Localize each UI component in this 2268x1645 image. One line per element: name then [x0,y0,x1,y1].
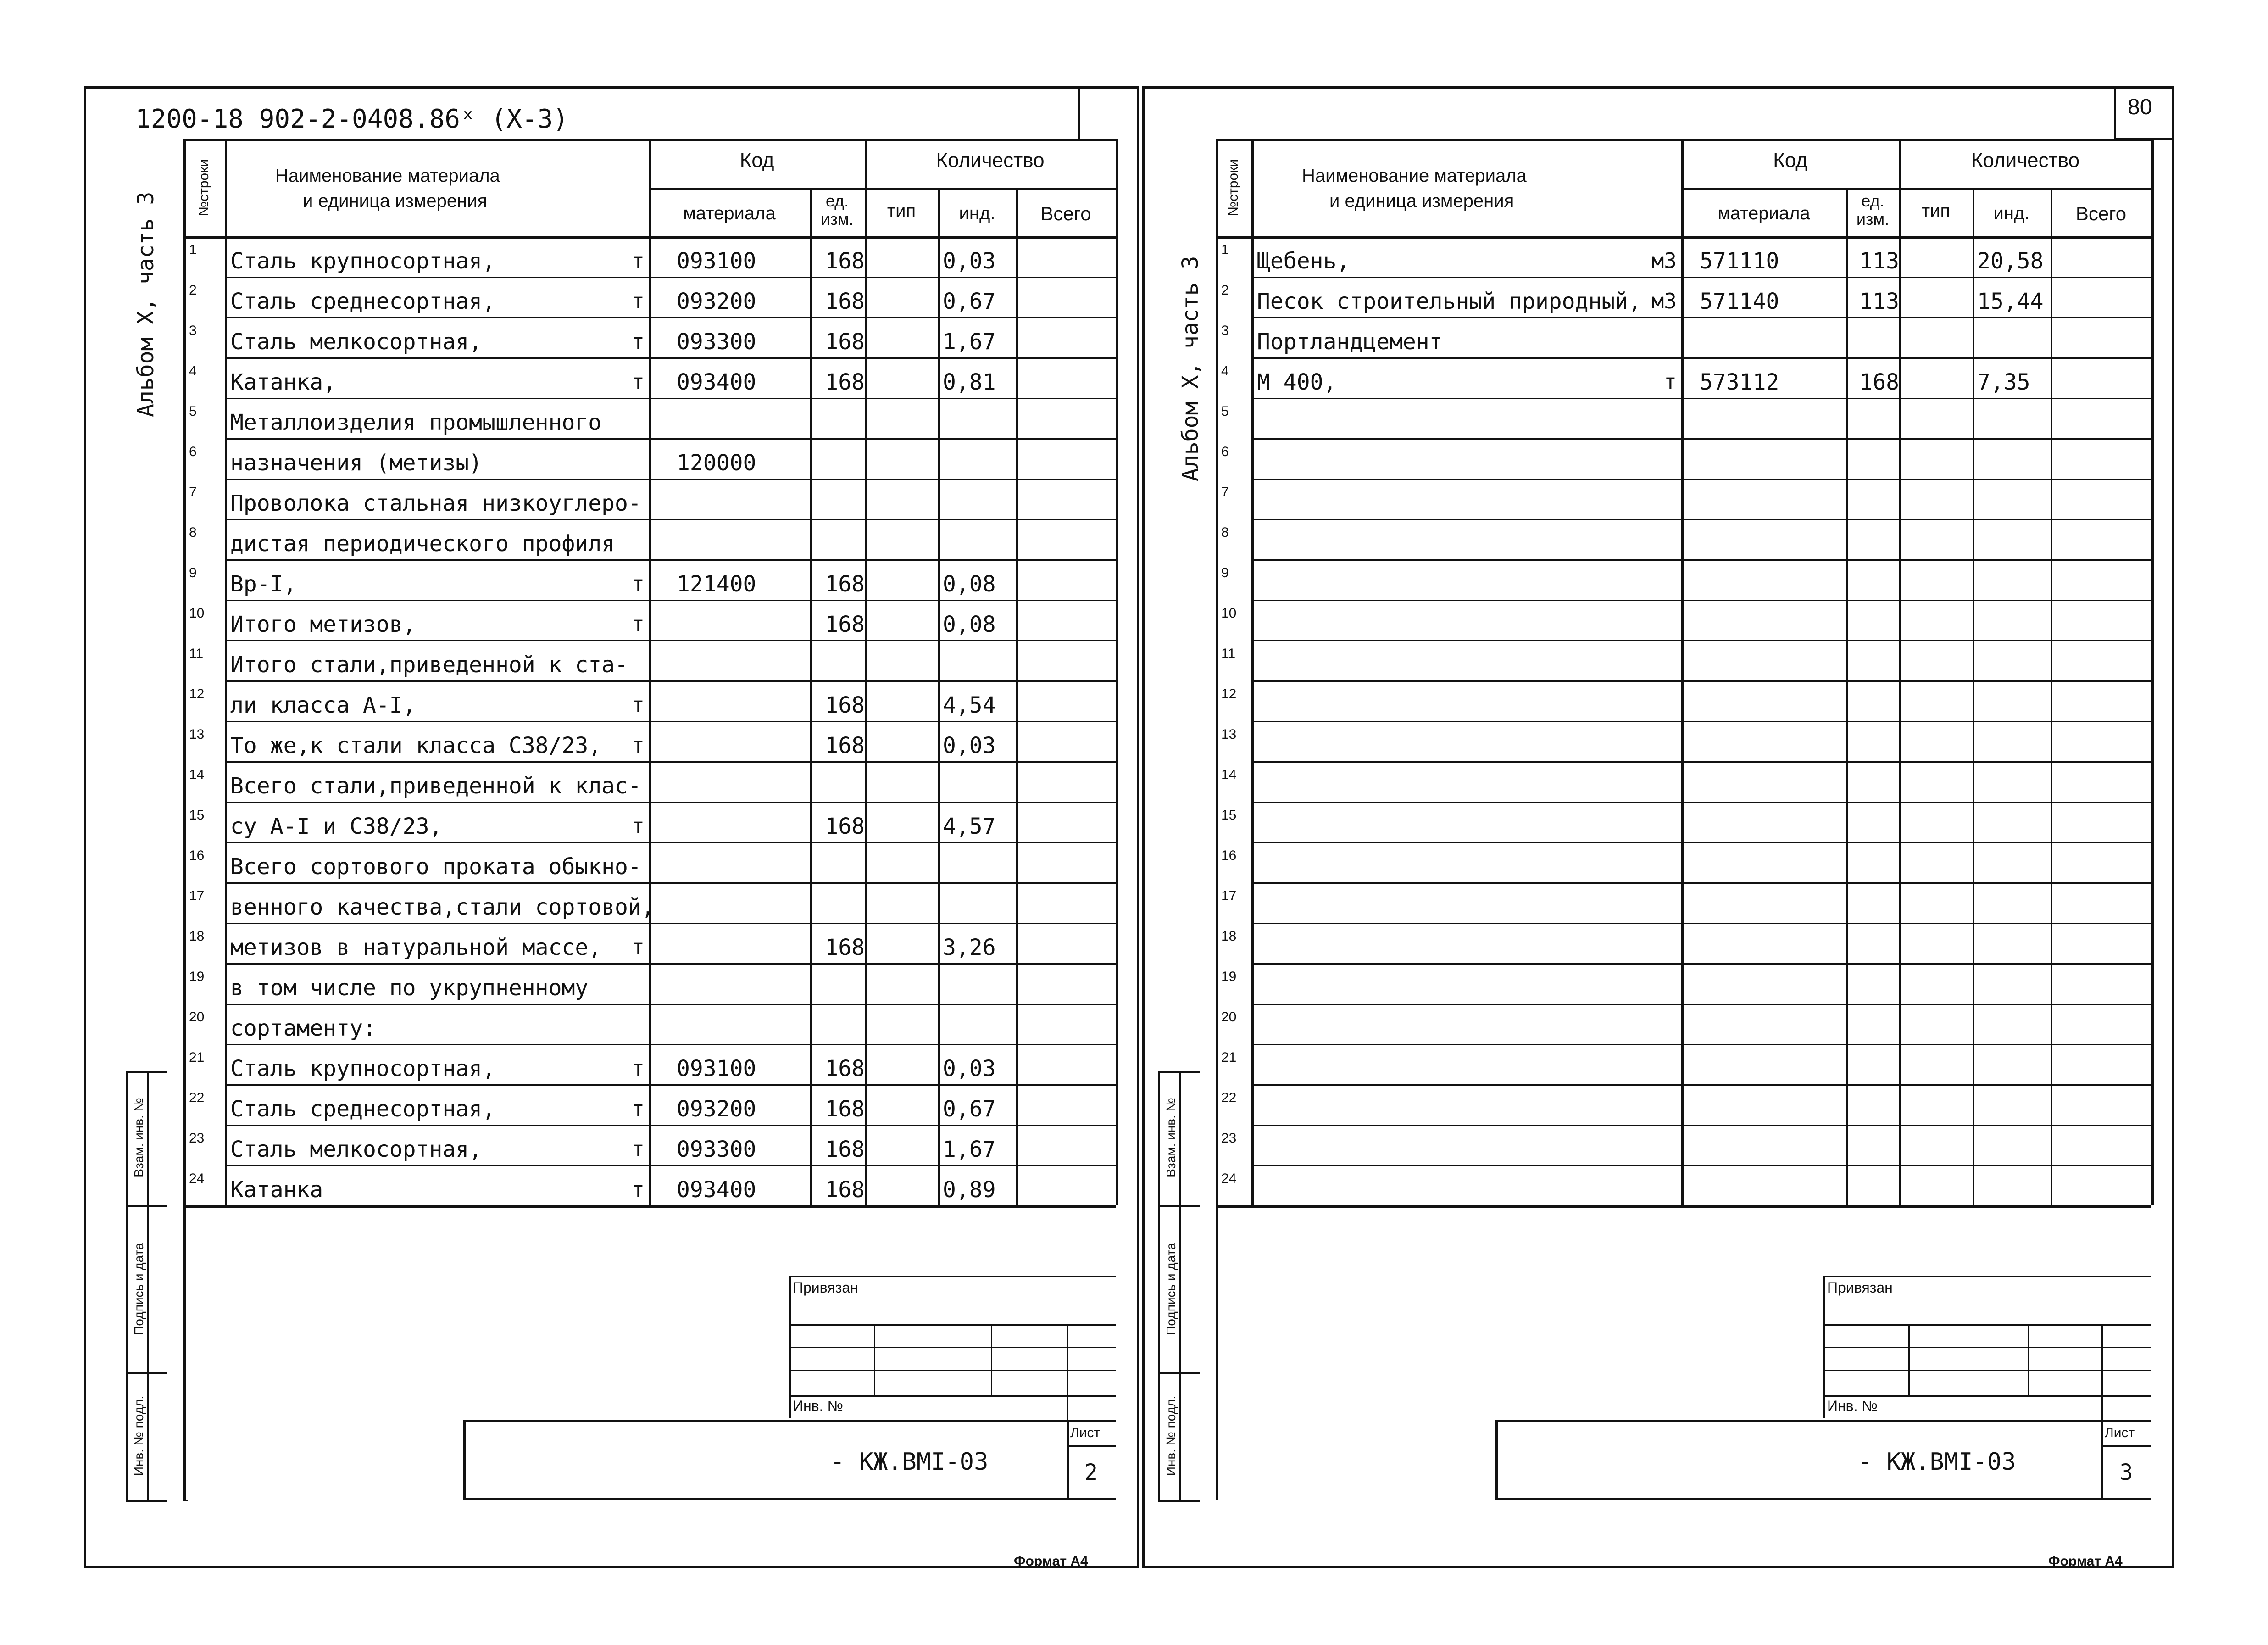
row-number: 9 [189,565,197,580]
stamp-inv-podl-label: Инв. № подл. [1164,1395,1178,1476]
material-name: су А-I и С38/23, [230,814,443,839]
row-number: 4 [189,363,197,379]
sheet-number: 3 [2119,1460,2133,1485]
type-header: тип [1921,201,1951,221]
stamp-vzam-label: Взам. инв. № [132,1098,146,1177]
unit-suffix: т [632,612,645,636]
material-name: То же,к стали класса С38/23, [230,733,602,758]
unit-code: 168 [825,248,865,274]
material-code: 571110 [1700,248,1779,274]
unit-code: 168 [825,289,865,314]
row-number: 16 [1221,848,1237,863]
unit-suffix: т [632,1096,645,1121]
row-number: 24 [189,1171,205,1186]
unit-header-2: изм. [821,210,854,229]
row-number: 19 [189,969,205,984]
total-header: Всего [2075,203,2127,224]
ind-value: 4,57 [943,814,996,839]
material-name: Сталь мелкосортная, [230,329,483,355]
unit-suffix: т [632,289,645,313]
name-column-header: Наименование материала [1302,166,1527,186]
row-number: 12 [189,686,205,702]
row-number: 15 [1221,808,1237,823]
ind-value: 0,03 [943,248,996,274]
unit-code: 168 [825,814,865,839]
row-number: 9 [1221,565,1229,580]
material-name: Металлоизделия промышленного [230,410,602,435]
page-number: 80 [2128,95,2152,119]
row-number: 22 [189,1090,205,1105]
unit-code: 113 [1859,248,1899,274]
unit-code: 168 [825,1137,865,1162]
material-name: Всего стали,приведенной к клас- [230,773,641,799]
material-code: 093400 [677,369,756,395]
material-name: Итого стали,приведенной к ста- [230,652,628,678]
row-number: 17 [1221,888,1237,903]
row-number: 6 [1221,444,1229,459]
unit-header: ед. [825,191,849,210]
row-number: 10 [1221,606,1237,621]
row-number: 14 [189,767,205,782]
unit-suffix: м3 [1651,248,1677,273]
ind-value: 4,54 [943,692,996,718]
unit-header-2: изм. [1856,210,1890,229]
unit-code: 168 [825,733,865,758]
right-album-label: Альбом X, часть 3 [1178,256,1203,481]
row-number: 14 [1221,767,1237,782]
unit-code: 168 [825,1056,865,1082]
material-name: Сталь крупносортная, [230,1056,495,1082]
row-number: 23 [1221,1131,1237,1146]
unit-code: 168 [825,935,865,960]
unit-suffix: т [632,1137,645,1161]
material-name: Сталь мелкосортная, [230,1137,483,1162]
row-number: 8 [189,525,197,540]
ind-value: 0,89 [943,1177,996,1203]
unit-code: 168 [825,329,865,355]
row-number: 3 [1221,323,1229,338]
material-name: метизов в натуральной массе, [230,935,602,960]
unit-suffix: т [632,814,645,838]
quantity-header: Количество [936,149,1045,172]
ind-value: 7,35 [1977,369,2030,395]
material-code: 093400 [677,1177,756,1203]
privyazan-label: Привязан [1827,1279,1893,1296]
material-name: венного качества,стали сортовой, [230,894,655,920]
material-name: Сталь среднесортная, [230,1096,495,1122]
unit-code: 168 [825,369,865,395]
material-name: Щебень, [1257,248,1350,274]
row-number: 2 [189,283,197,298]
code-column-header: Код [739,149,774,172]
inv-no-label: Инв. № [793,1398,843,1414]
unit-suffix: т [632,248,645,273]
row-number: 23 [189,1131,205,1146]
unit-suffix: т [632,369,645,394]
material-code: 573112 [1700,369,1779,395]
row-number: 5 [1221,404,1229,419]
material-name: Итого метизов, [230,612,416,637]
unit-suffix: т [632,329,645,354]
row-number: 4 [1221,363,1229,379]
row-number: 20 [1221,1009,1237,1025]
row-number: 21 [1221,1050,1237,1065]
material-name: ли класса А-I, [230,692,416,718]
name-column-header: Наименование материала [275,166,500,186]
stamp-inv-podl-label: Инв. № подл. [132,1395,146,1476]
material-name: Песок строительный природный, [1257,289,1642,314]
row-number: 21 [189,1050,205,1065]
privyazan-label: Привязан [793,1279,858,1296]
row-number: 16 [189,848,205,863]
row-number: 13 [189,727,205,742]
unit-suffix: т [632,1056,645,1081]
material-name: Всего сортового проката обыкно- [230,854,641,880]
ind-value: 20,58 [1977,248,2044,274]
row-number: 10 [189,606,205,621]
unit-code: 168 [825,571,865,597]
material-name: Вр-I, [230,571,297,597]
sheet-number: 2 [1084,1460,1098,1485]
left-album-label: Альбом X, часть 3 [133,191,159,417]
row-number: 19 [1221,969,1237,984]
row-number: 17 [189,888,205,903]
ind-value: 1,67 [943,1137,996,1162]
ind-value: 0,67 [943,289,996,314]
material-code-header: материала [1718,203,1810,223]
material-name: Портландцемент [1257,329,1443,355]
unit-suffix: т [632,1177,645,1202]
row-number: 7 [189,485,197,500]
stamp-podpis-label: Подпись и дата [132,1243,146,1335]
unit-suffix: т [632,733,645,758]
row-number: 24 [1221,1171,1237,1186]
ind-value: 3,26 [943,935,996,960]
material-name: Катанка, [230,369,337,395]
row-number: 8 [1221,525,1229,540]
material-name: Проволока стальная низкоуглеро- [230,491,641,516]
name-column-header-2: и единица измерения [1329,191,1514,211]
ind-value: 0,03 [943,733,996,758]
row-number: 20 [189,1009,205,1025]
material-code: 093300 [677,1137,756,1162]
unit-code: 168 [825,1096,865,1122]
row-number: 22 [1221,1090,1237,1105]
unit-suffix: м3 [1651,289,1677,313]
stamp-podpis-label: Подпись и дата [1164,1243,1178,1335]
ind-value: 0,08 [943,571,996,597]
list-label: Лист [1070,1425,1101,1440]
material-code: 093100 [677,248,756,274]
ind-value: 15,44 [1977,289,2044,314]
row-number-header: №строки [1226,159,1241,217]
material-name: в том числе по укрупненному [230,975,589,1001]
row-number: 2 [1221,283,1229,298]
unit-code: 168 [825,692,865,718]
total-header: Всего [1040,203,1091,224]
row-number: 12 [1221,686,1237,702]
material-name: М 400, [1257,369,1337,395]
material-name: дистая периодического профиля [230,531,615,557]
material-name: сортаменту: [230,1015,376,1041]
material-name: Катанка [230,1177,323,1203]
material-code-header: материала [683,203,776,223]
material-code: 571140 [1700,289,1779,314]
unit-code: 168 [825,612,865,637]
row-number: 18 [1221,929,1237,944]
row-number: 1 [1221,242,1229,257]
row-number: 13 [1221,727,1237,742]
code-column-header: Код [1773,149,1807,172]
unit-suffix: т [632,692,645,717]
unit-code: 113 [1859,289,1899,314]
name-column-header-2: и единица измерения [303,191,488,211]
unit-code: 168 [1859,369,1899,395]
unit-suffix: т [632,571,645,596]
row-number: 11 [189,646,204,661]
left-header-code: 1200-18 902-2-0408.86ˣ (X-3) [135,104,569,134]
document-code: - КЖ.ВМI-03 [1858,1448,2016,1476]
row-number: 15 [189,808,205,823]
row-number: 5 [189,404,197,419]
material-code: 093100 [677,1056,756,1082]
material-code: 120000 [677,450,756,476]
ind-value: 1,67 [943,329,996,355]
material-code: 093200 [677,289,756,314]
material-code: 093300 [677,329,756,355]
inv-no-label: Инв. № [1827,1398,1878,1414]
material-code: 093200 [677,1096,756,1122]
row-number: 7 [1221,485,1229,500]
row-number: 11 [1221,646,1236,661]
material-name: назначения (метизы) [230,450,483,476]
material-code: 121400 [677,571,756,597]
right-format-label: Формат А4 [2048,1554,2123,1569]
row-number: 1 [189,242,197,257]
ind-header: инд. [1993,203,2030,223]
list-label: Лист [2105,1425,2135,1440]
row-number: 6 [189,444,197,459]
ind-header: инд. [959,203,995,223]
unit-suffix: т [1664,369,1677,394]
row-number-header: №строки [196,159,211,217]
material-name: Сталь крупносортная, [230,248,495,274]
stamp-vzam-label: Взам. инв. № [1164,1098,1178,1177]
document-code: - КЖ.ВМI-03 [830,1448,989,1476]
row-number: 18 [189,929,205,944]
unit-code: 168 [825,1177,865,1203]
ind-value: 0,67 [943,1096,996,1122]
ind-value: 0,08 [943,612,996,637]
ind-value: 0,03 [943,1056,996,1082]
unit-suffix: т [632,935,645,959]
quantity-header: Количество [1971,149,2080,172]
row-number: 3 [189,323,197,338]
material-name: Сталь среднесортная, [230,289,495,314]
ind-value: 0,81 [943,369,996,395]
type-header: тип [887,201,916,221]
unit-header: ед. [1861,191,1884,210]
left-format-label: Формат А4 [1014,1554,1088,1569]
